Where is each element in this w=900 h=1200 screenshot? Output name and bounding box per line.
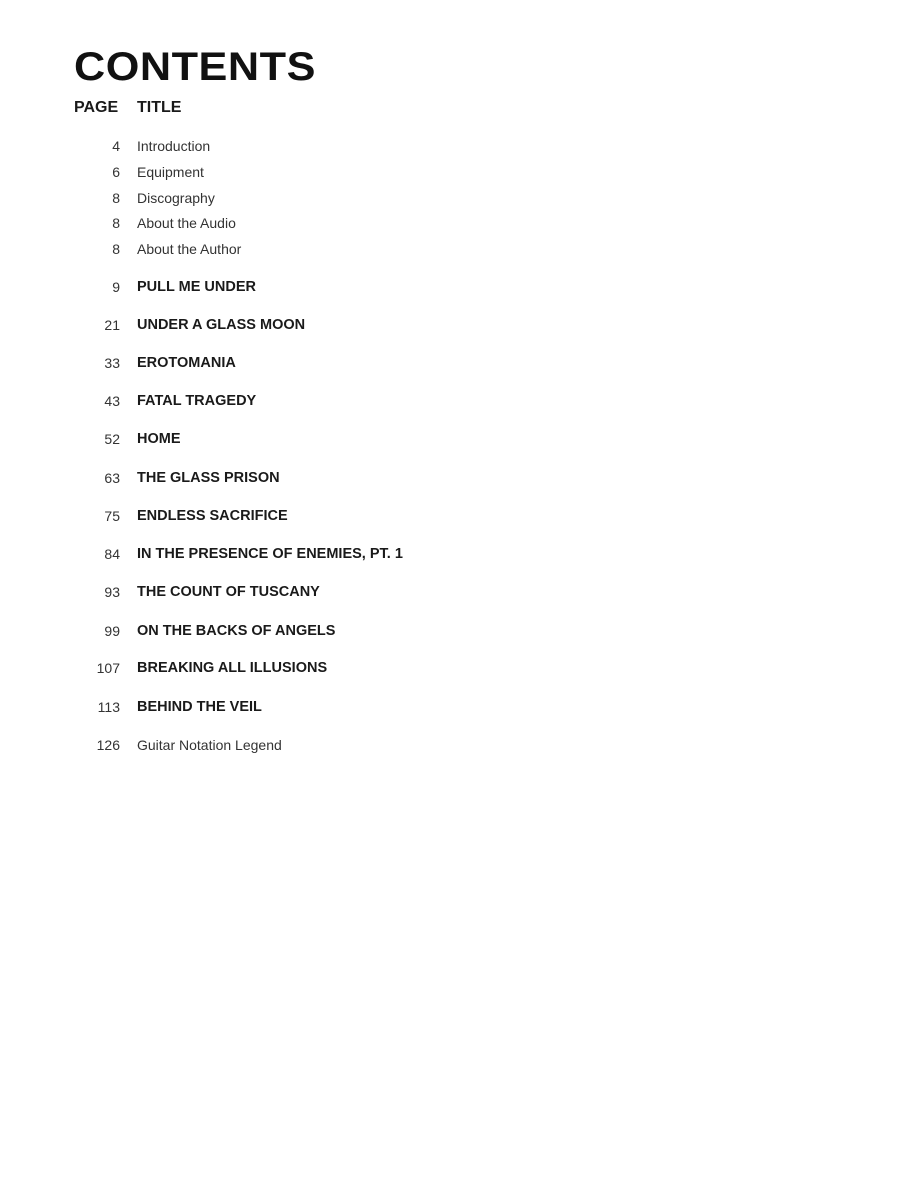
toc-entry[interactable]: [74, 734, 774, 756]
toc-page-number: 63: [104, 470, 120, 486]
toc-page-number: 8: [112, 215, 120, 231]
toc-entry[interactable]: [74, 276, 774, 298]
toc-page-number: 4: [112, 138, 120, 154]
toc-entry[interactable]: [74, 352, 774, 374]
toc-title: BEHIND THE VEIL: [137, 699, 262, 715]
toc-title: UNDER A GLASS MOON: [137, 317, 306, 333]
title-column-header: TITLE: [137, 99, 182, 116]
toc-title: About the Author: [137, 241, 242, 257]
toc-entry[interactable]: [74, 161, 774, 183]
toc-entry[interactable]: [74, 187, 774, 209]
toc-page-number: 107: [96, 660, 120, 676]
toc-entry[interactable]: [74, 212, 774, 234]
toc-page-number: 8: [112, 241, 120, 257]
toc-page-number: 52: [104, 431, 120, 447]
toc-title: HOME: [137, 431, 181, 447]
toc-title: BREAKING ALL ILLUSIONS: [137, 660, 328, 676]
toc-title: Equipment: [137, 164, 204, 180]
toc-entry[interactable]: [74, 390, 774, 412]
toc-entry[interactable]: [74, 505, 774, 527]
toc-title: EROTOMANIA: [137, 355, 236, 371]
toc-title: FATAL TRAGEDY: [137, 393, 257, 409]
toc-page-number: 9: [112, 279, 120, 295]
toc-entry[interactable]: [74, 696, 774, 718]
toc-page-number: 43: [104, 393, 120, 409]
toc-page-number: 93: [104, 584, 120, 600]
toc-title: PULL ME UNDER: [137, 279, 256, 295]
toc-title: Guitar Notation Legend: [137, 737, 282, 753]
toc-entry[interactable]: [74, 238, 774, 260]
toc-title: Introduction: [137, 138, 211, 154]
toc-page-number: 113: [97, 699, 120, 715]
toc-page-number: 84: [104, 546, 120, 562]
page-column-header: PAGE: [74, 99, 119, 116]
toc-title: About the Audio: [137, 215, 236, 231]
toc-entry[interactable]: [74, 543, 774, 565]
toc-entry[interactable]: [74, 428, 774, 450]
toc-entry[interactable]: [74, 135, 774, 157]
toc-entry[interactable]: [74, 657, 774, 679]
toc-page-number: 8: [112, 190, 120, 206]
toc-entry[interactable]: [74, 581, 774, 603]
toc-page-number: 6: [112, 164, 120, 180]
toc-entry[interactable]: [74, 314, 774, 336]
toc-page-number: 33: [104, 355, 120, 371]
toc-title: ON THE BACKS OF ANGELS: [137, 623, 336, 639]
toc-page-number: 99: [104, 623, 120, 639]
toc-page-number: 126: [96, 737, 120, 753]
toc-entry[interactable]: [74, 620, 774, 642]
toc-title: IN THE PRESENCE OF ENEMIES, PT. 1: [137, 546, 403, 562]
page-title: CONTENTS: [74, 45, 316, 89]
toc-title: THE COUNT OF TUSCANY: [137, 584, 320, 600]
toc-page-number: 21: [104, 317, 120, 333]
toc-entry[interactable]: [74, 467, 774, 489]
toc-title: Discography: [137, 190, 215, 206]
toc-title: THE GLASS PRISON: [137, 470, 280, 486]
toc-title: ENDLESS SACRIFICE: [137, 508, 288, 524]
toc-page-number: 75: [104, 508, 120, 524]
